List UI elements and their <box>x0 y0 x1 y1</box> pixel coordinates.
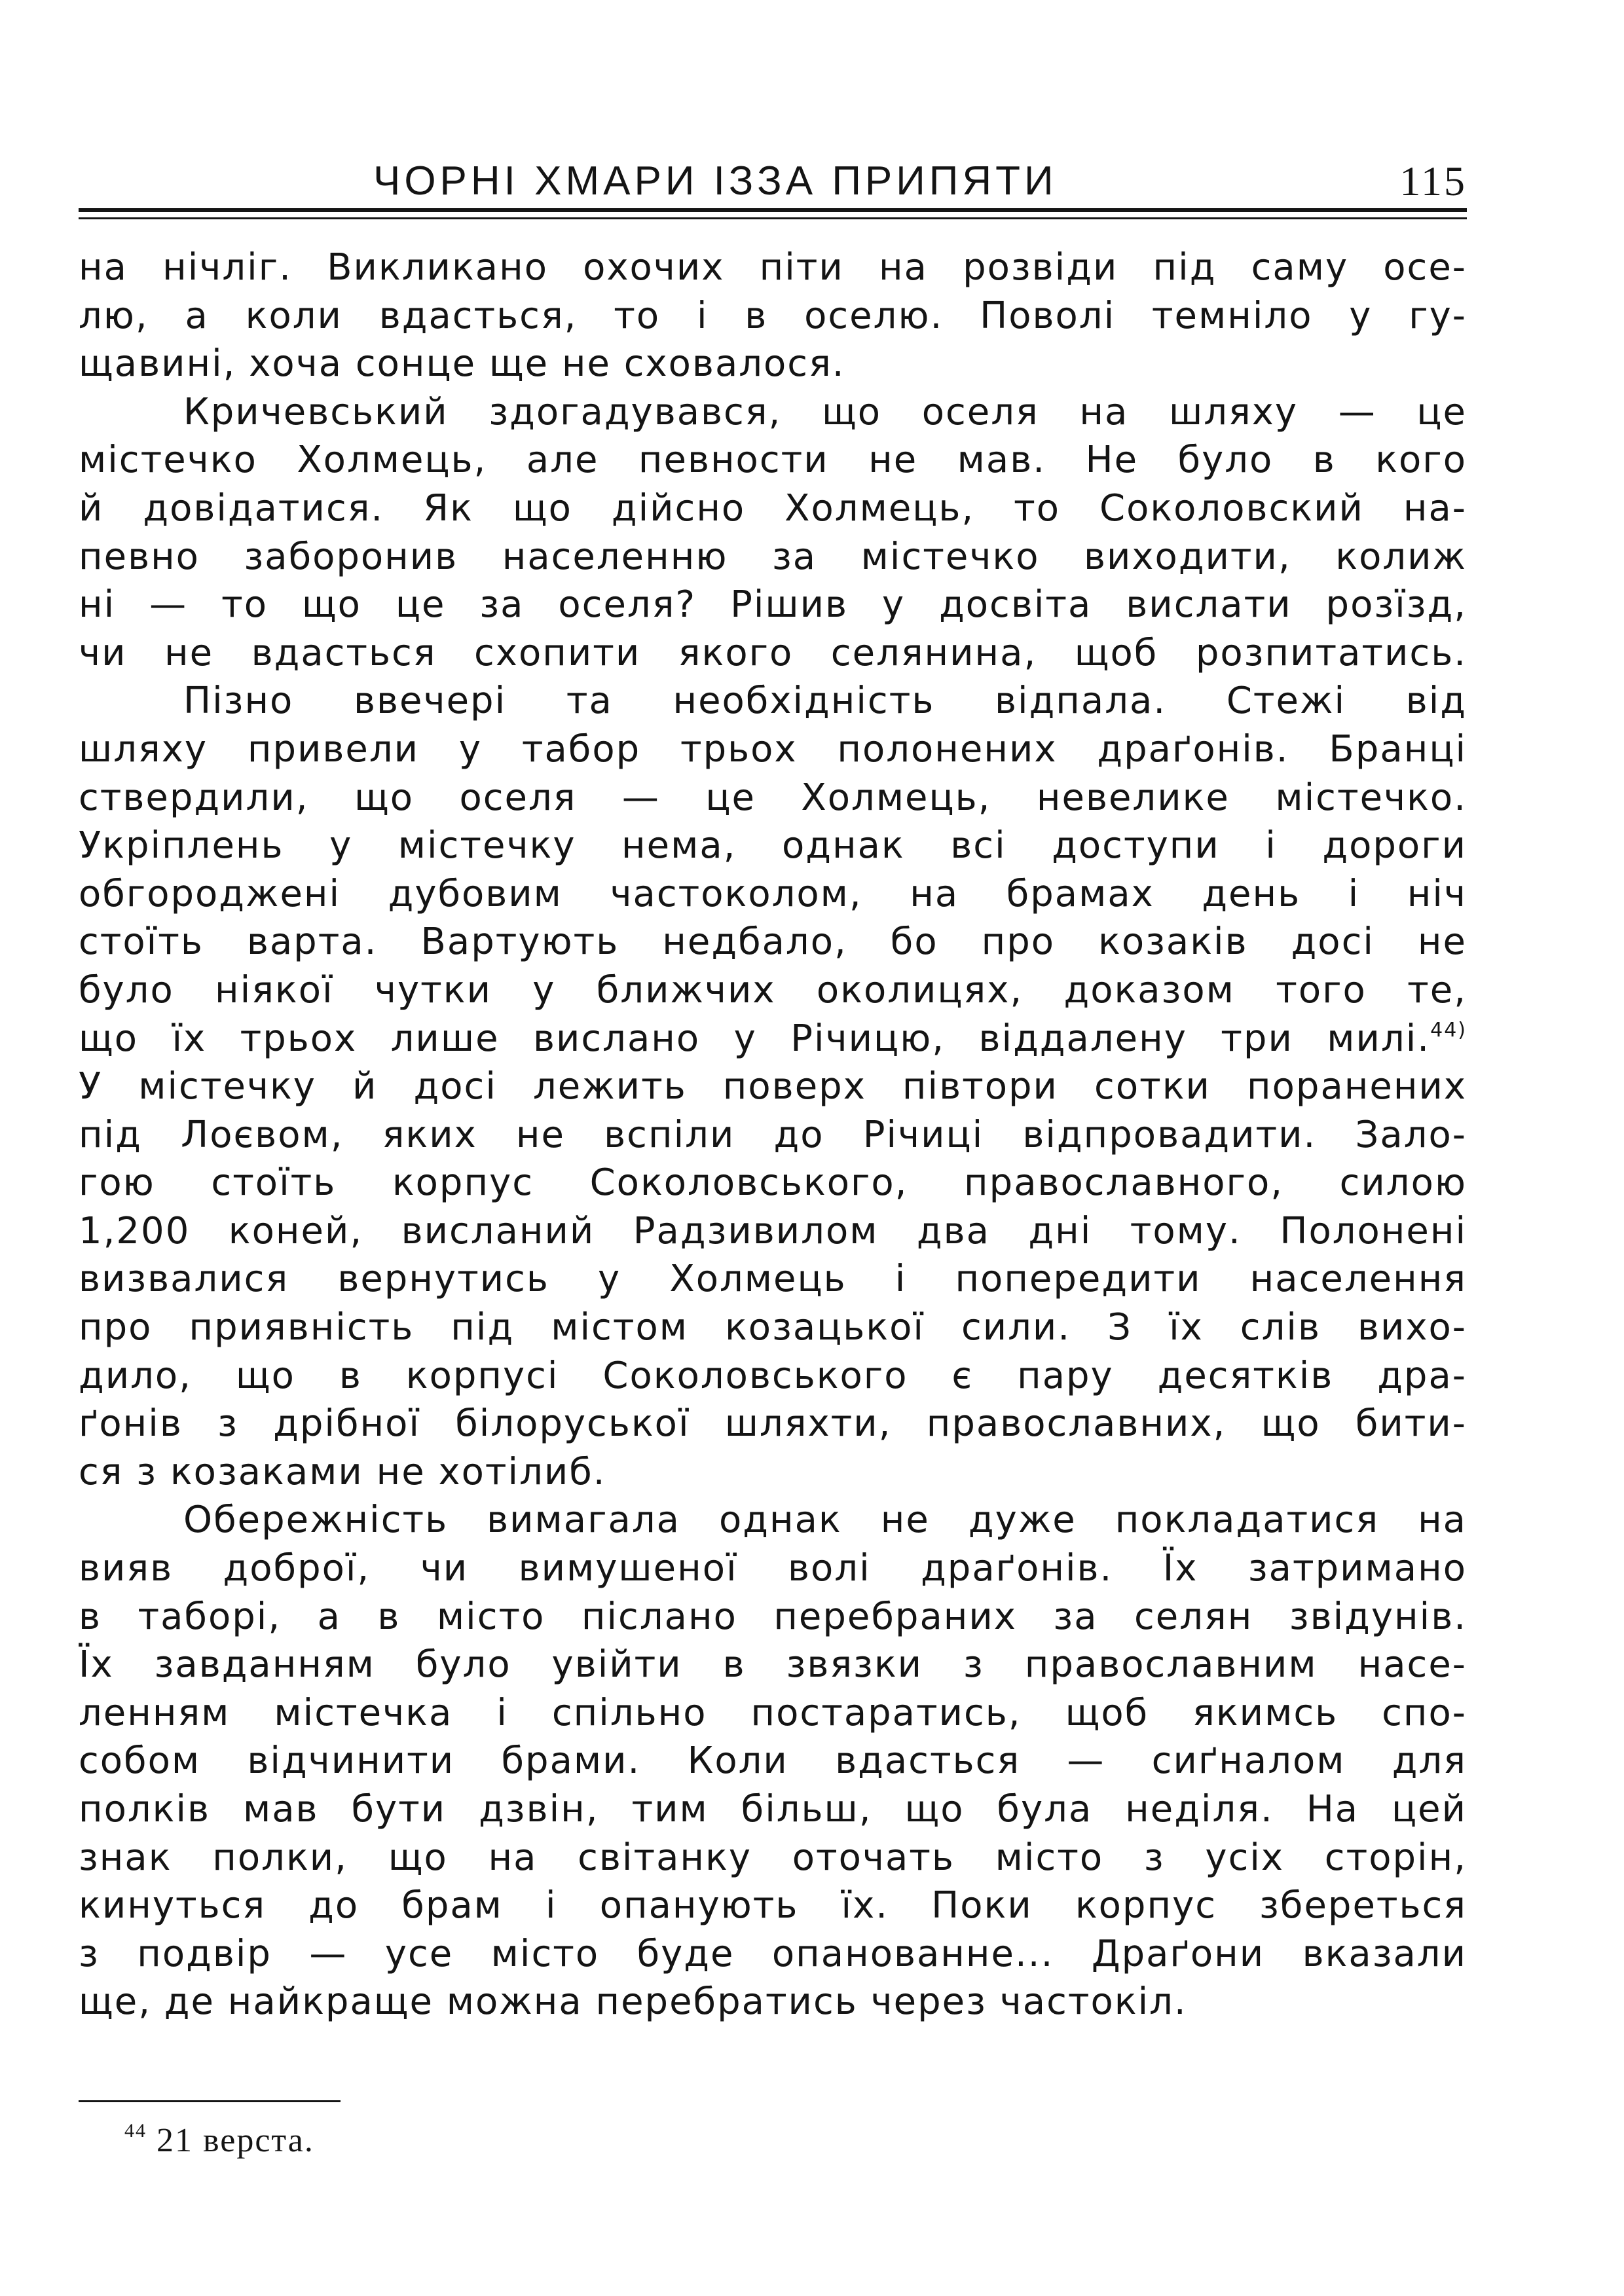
text-line: визвалися вернутись у Холмець і попередити населення <box>79 1258 1467 1301</box>
text-line: собом відчинити брами. Коли вдасться — сиґналом для <box>79 1740 1467 1783</box>
text-line: кинуться до брам і опанують їх. Поки корпус збереться <box>79 1884 1467 1927</box>
text-line: лю, а коли вдасться, то і в оселю. Поволі темніло у гу- <box>79 294 1467 337</box>
text-line: ленням містечка і спільно постаратись, щоб якимсь спо- <box>79 1691 1467 1734</box>
text-line: Їх завданням було увійти в звязки з православним насе- <box>79 1643 1467 1686</box>
text-line: ґонів з дрібної білоруської шляхти, православних, що бити- <box>79 1402 1467 1446</box>
text-line: про приявність під містом козацької сили. З їх слів вихо- <box>79 1306 1467 1349</box>
body-text <box>79 244 1467 2026</box>
text-line: на нічліг. Викликано охочих піти на розвіди під саму осе- <box>79 246 1467 289</box>
footnote-rule <box>79 2100 341 2102</box>
footnote-text: 21 верста. <box>157 2122 314 2159</box>
text-line: чи не вдасться схопити якого селянина, щоб розпитатись. <box>79 631 1467 674</box>
text-line: ся з козаками не хотілиб. <box>79 1450 606 1493</box>
footnote <box>124 2120 314 2162</box>
text-line: Обережність вимагала однак не дуже покладатися на <box>183 1499 1467 1542</box>
text-line: знак полки, що на світанку оточать місто з усіх сторін, <box>79 1836 1467 1879</box>
text-line: гою стоїть корпус Соколовського, православного, силою <box>79 1161 1467 1205</box>
text-line: під Лоєвом, яких не вспіли до Річиці відпровадити. Зало- <box>79 1113 1467 1156</box>
running-header <box>79 158 1467 204</box>
header-rule-thin <box>79 217 1467 219</box>
text-line: дило, що в корпусі Соколовського є пару десятків дра- <box>79 1354 1467 1397</box>
text-line: певно заборонив населенню за містечко виходити, колиж <box>79 535 1467 578</box>
header-rule-thick <box>79 208 1467 212</box>
text-line: з подвір — усе місто буде опанованне... Драґони вказали <box>79 1932 1467 1975</box>
text-line: в таборі, а в місто післано перебраних за селян звідунів. <box>79 1595 1467 1638</box>
text-line: ствердили, що оселя — це Холмець, невелике містечко. <box>79 776 1467 819</box>
text-line: вияв доброї, чи вимушеної волі драґонів. Їх затримано <box>79 1547 1467 1590</box>
text-line: було ніякої чутки у ближчих околицях, доказом того те, <box>79 968 1467 1011</box>
text-line: полків мав бути дзвін, тим більш, що була неділя. На цей <box>79 1788 1467 1831</box>
text-line: шляху привели у табор трьох полонених драґонів. Бранці <box>79 727 1467 771</box>
text-line-content: що їх трьох лише вислано у Річицю, віддалену три милі. <box>79 1017 1431 1060</box>
running-title: ЧОРНІ ХМАРИ ІЗЗА ПРИПЯТИ <box>373 158 1058 204</box>
text-line: щавині, хоча сонце ще не сховалося. <box>79 342 845 386</box>
text-line: Укріплень у містечку нема, однак всі доступи і дороги <box>79 824 1467 867</box>
text-line-with-footnote-ref <box>79 1015 1467 1063</box>
text-line: Кричевський здогадувався, що оселя на шляху — це <box>183 390 1467 433</box>
text-line: ще, де найкраще можна перебратись через частокіл. <box>79 1980 1187 2024</box>
text-line: 1,200 коней, висланий Радзивилом два дні тому. Полонені <box>79 1209 1467 1252</box>
page-number: 115 <box>1399 158 1467 204</box>
text-line: Пізно ввечері та необхідність відпала. Стежі від <box>183 680 1467 723</box>
text-line: У містечку й досі лежить поверх півтори сотки поранених <box>79 1065 1467 1108</box>
text-line: й довідатися. Як що дійсно Холмець, то Соколовский на- <box>79 486 1467 530</box>
text-line: стоїть варта. Вартують недбало, бо про козаків досі не <box>79 920 1467 964</box>
text-line: обгороджені дубовим частоколом, на брамах день і ніч <box>79 872 1467 915</box>
text-line: ні — то що це за оселя? Рішив у досвіта вислати розїзд, <box>79 583 1467 627</box>
text-line: містечко Холмець, але певности не мав. Не було в кого <box>79 439 1467 482</box>
footnote-reference[interactable]: 44) <box>1430 1018 1467 1042</box>
footnote-marker: 44 <box>124 2120 147 2141</box>
